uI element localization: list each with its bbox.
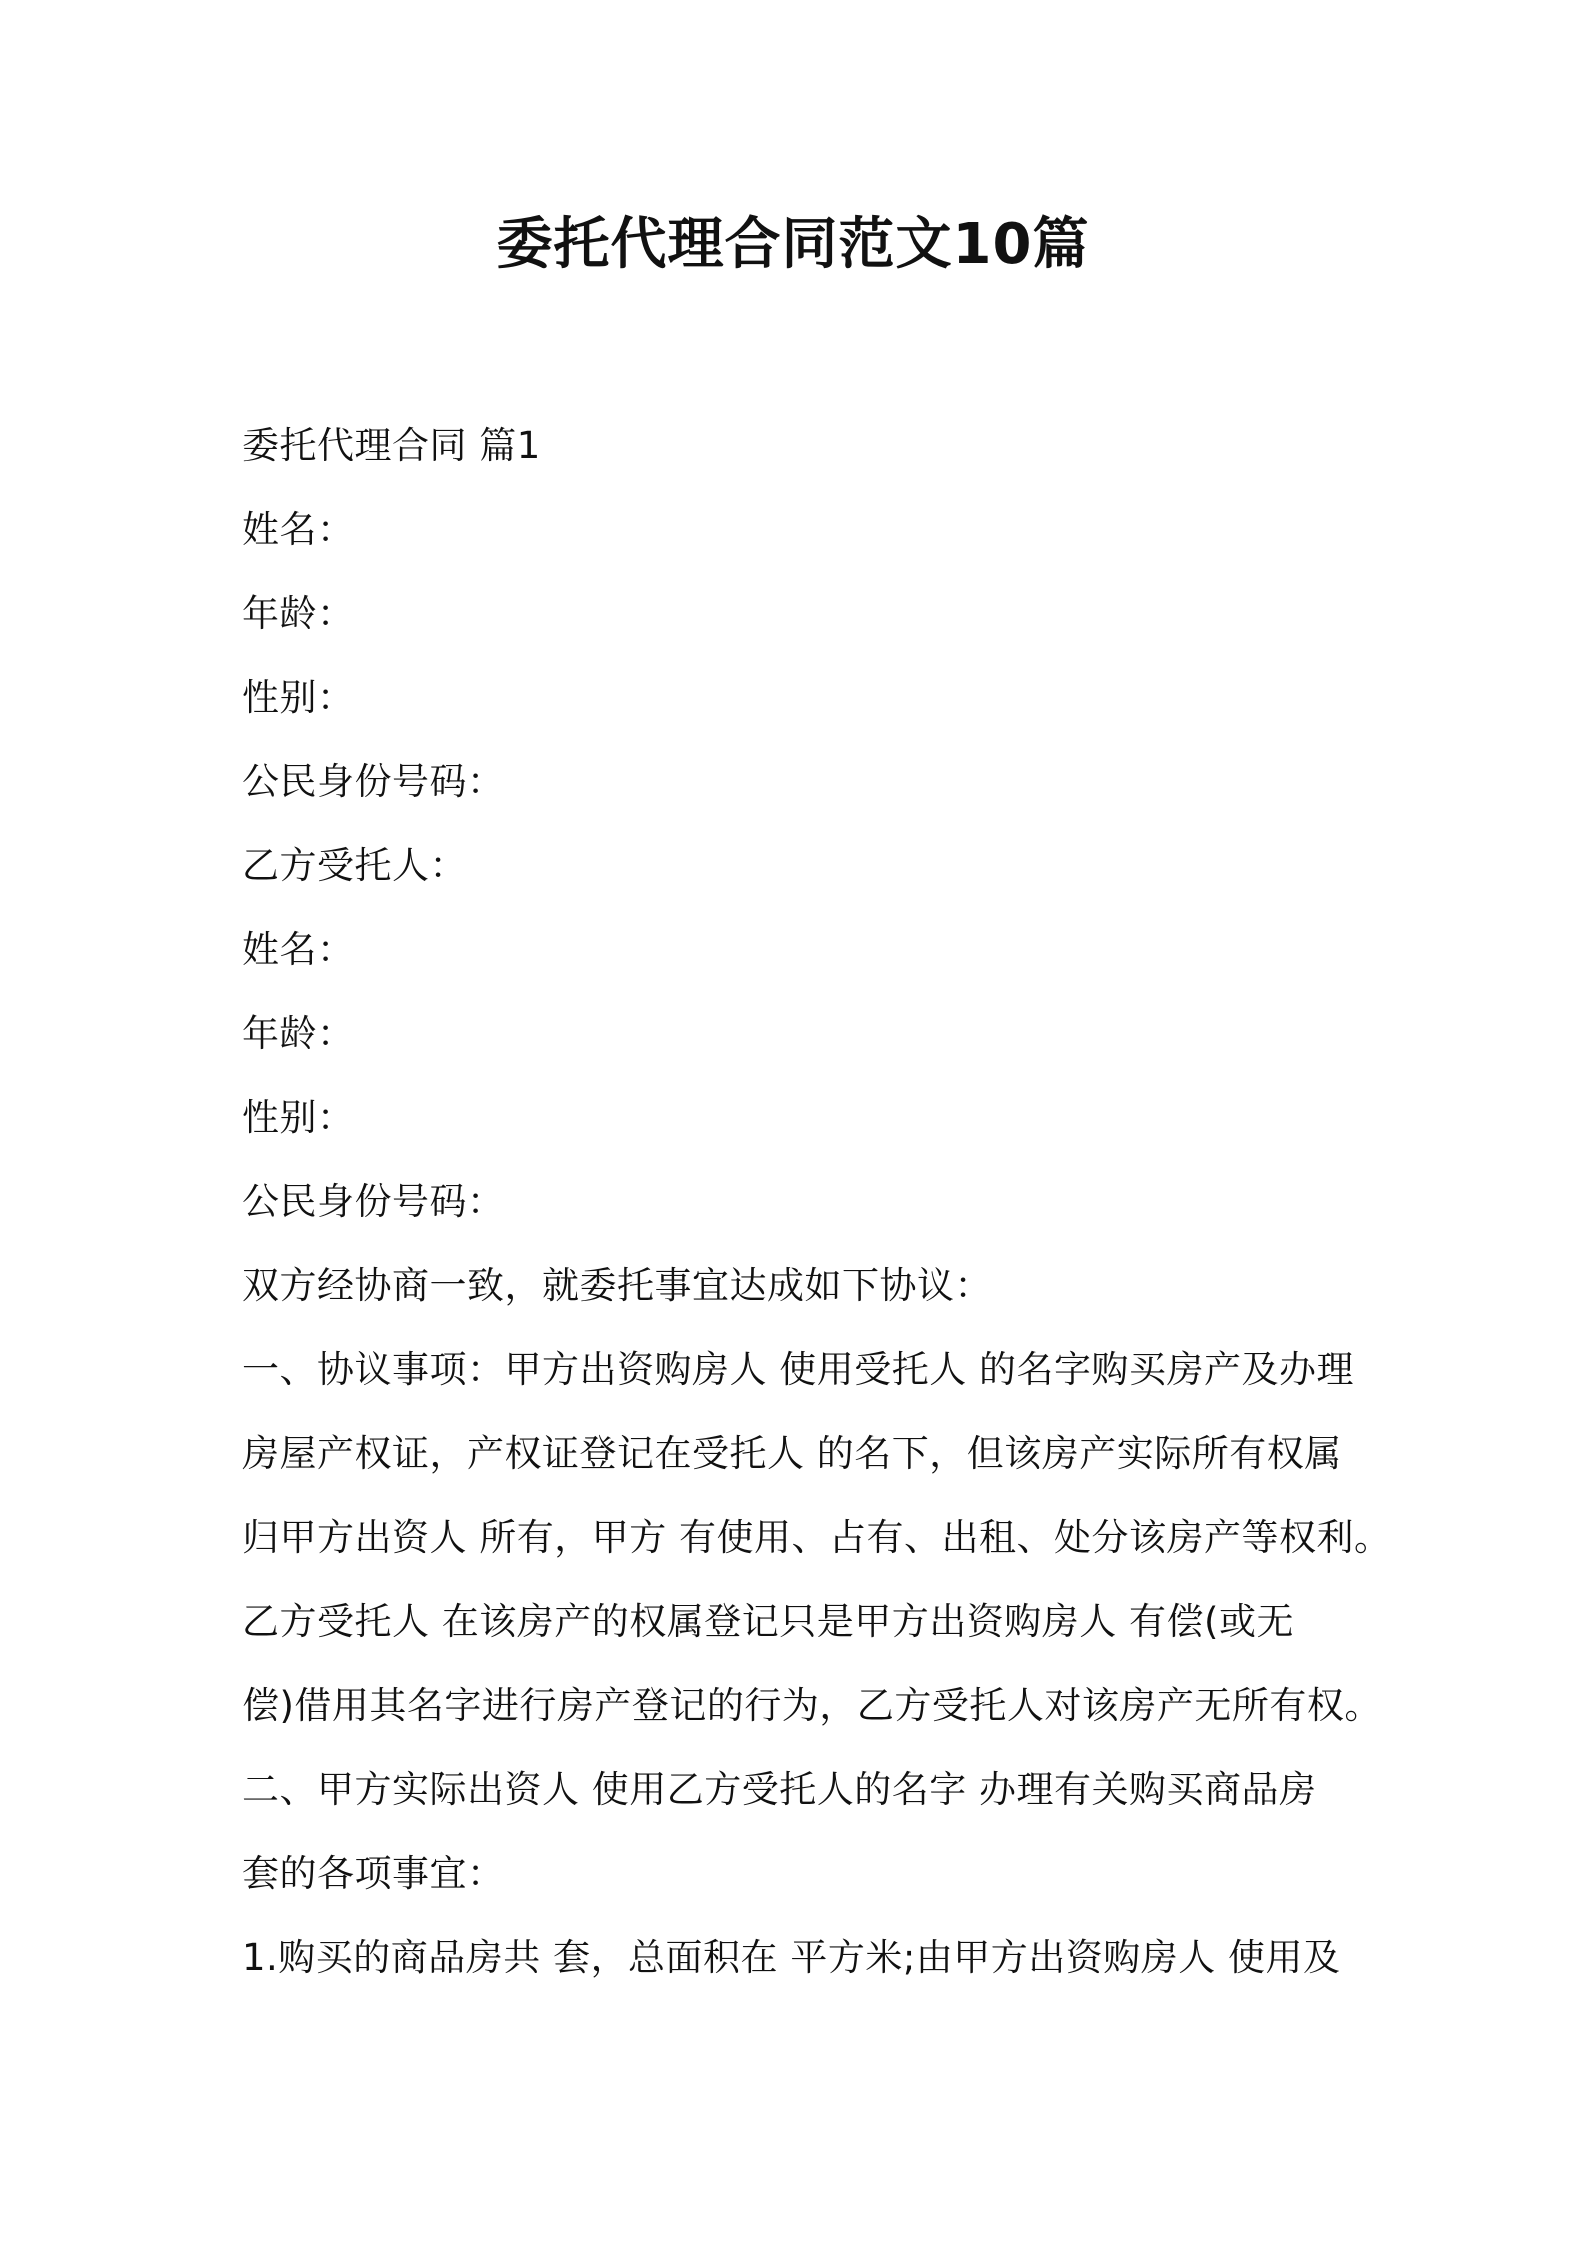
party-b-age-label: 年龄： bbox=[242, 1012, 355, 1055]
party-a-id-label: 公民身份号码： bbox=[242, 760, 505, 803]
document-body bbox=[242, 404, 1392, 2000]
party-a-age-label: 年龄： bbox=[242, 592, 355, 635]
party-a-gender-label: 性别： bbox=[242, 676, 355, 719]
party-b-gender-label: 性别： bbox=[242, 1096, 355, 1139]
party-b-id-label: 公民身份号码： bbox=[242, 1180, 505, 1223]
party-b-heading: 乙方受托人： bbox=[242, 844, 467, 887]
party-a-name-label: 姓名： bbox=[242, 508, 355, 551]
clause-1-line-1: 一、协议事项：甲方出资购房人 使用受托人 的名字购买房产及办理 bbox=[242, 1348, 1355, 1391]
clause-2-item-1: 1.购买的商品房共 套，总面积在 平方米;由甲方出资购房人 使用及 bbox=[242, 1936, 1341, 1979]
clause-1-line-2: 房屋产权证，产权证登记在受托人 的名下，但该房产实际所有权属 bbox=[242, 1432, 1342, 1475]
party-b-name-label: 姓名： bbox=[242, 928, 355, 971]
section-heading: 委托代理合同 篇1 bbox=[242, 424, 541, 467]
clause-2-line-1: 二、甲方实际出资人 使用乙方受托人的名字 办理有关购买商品房 bbox=[242, 1768, 1317, 1811]
clause-1-line-5: 偿)借用其名字进行房产登记的行为，乙方受托人对该房产无所有权。 bbox=[242, 1684, 1382, 1727]
clause-1-line-3: 归甲方出资人 所有，甲方 有使用、占有、出租、处分该房产等权利。 bbox=[242, 1516, 1392, 1559]
clause-1-line-4: 乙方受托人 在该房产的权属登记只是甲方出资购房人 有偿(或无 bbox=[242, 1600, 1294, 1643]
document-title: 委托代理合同范文10篇 bbox=[496, 212, 1090, 277]
agreement-intro: 双方经协商一致，就委托事宜达成如下协议： bbox=[242, 1264, 992, 1307]
clause-2-line-2: 套的各项事宜： bbox=[242, 1852, 505, 1895]
